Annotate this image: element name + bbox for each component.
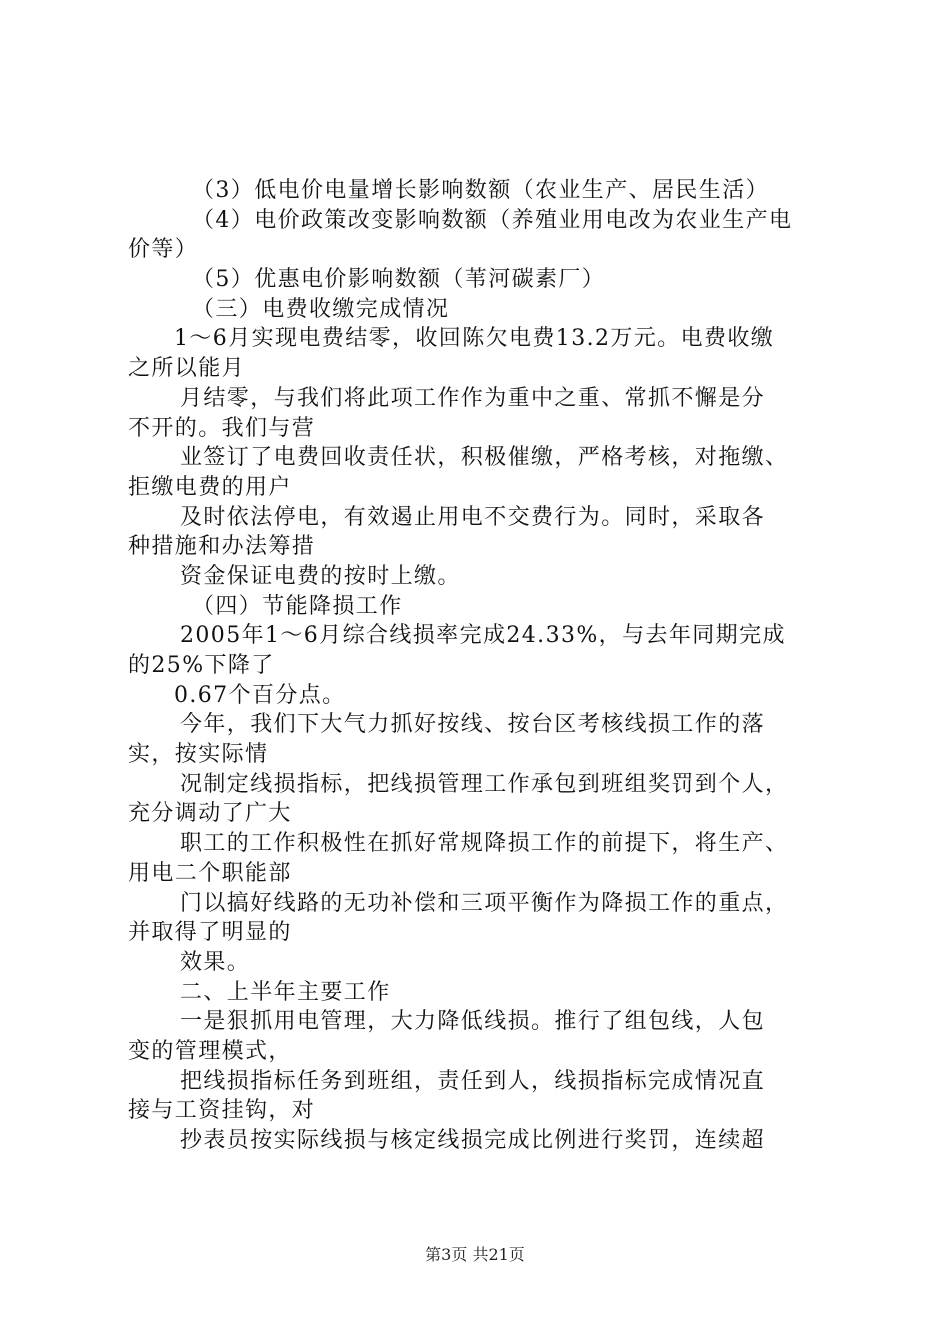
text-line: 2005年1～6月综合线损率完成24.33%，与去年同期完成 <box>180 623 786 649</box>
text-line: 1～6月实现电费结零，收回陈欠电费13.2万元。电费收缴 <box>174 326 775 352</box>
text-line: 把线损指标任务到班组，责任到人，线损指标完成情况直 <box>180 1068 766 1094</box>
text-line: 并取得了明显的 <box>128 920 292 946</box>
text-line: 二、上半年主要工作 <box>180 979 391 1005</box>
text-line: 今年，我们下大气力抓好按线、按台区考核线损工作的落 <box>180 712 766 738</box>
text-line: 用电二个职能部 <box>128 860 292 886</box>
text-line: （四）节能降损工作 <box>192 593 403 619</box>
document-body <box>128 176 840 1156</box>
text-line: （3）低电价电量增长影响数额（农业生产、居民生活） <box>192 178 769 203</box>
page-footer: 第3页 共21页 <box>425 1245 525 1264</box>
text-line: 抄表员按实际线损与核定线损完成比例进行奖罚，连续超 <box>180 1128 766 1153</box>
text-line: 实，按实际情 <box>128 742 269 768</box>
text-line: 充分调动了广大 <box>128 801 292 827</box>
text-line: 价等） <box>128 237 199 263</box>
text-line: 接与工资挂钩，对 <box>128 1098 316 1124</box>
text-line: 一是狠抓用电管理，大力降低线损。推行了组包线，人包 <box>180 1009 766 1035</box>
text-line: 职工的工作积极性在抓好常规降损工作的前提下，将生产、 <box>180 831 789 857</box>
text-line: 变的管理模式， <box>128 1038 292 1064</box>
text-line: 业签订了电费回收责任状，积极催缴，严格考核，对拖缴、 <box>180 445 789 471</box>
text-line: 不开的。我们与营 <box>128 415 316 441</box>
text-line: 拒缴电费的用户 <box>128 474 292 500</box>
text-line: 况制定线损指标，把线损管理工作承包到班组奖罚到个人， <box>180 771 789 797</box>
text-line: （5）优惠电价影响数额（苇河碳素厂） <box>192 267 606 293</box>
text-line: （三）电费收缴完成情况 <box>192 296 450 322</box>
text-line: （4）电价政策改变影响数额（养殖业用电改为农业生产电 <box>192 207 793 233</box>
text-line: 效果。 <box>180 949 251 975</box>
text-line: 月结零，与我们将此项工作作为重中之重、常抓不懈是分 <box>180 385 766 411</box>
text-line: 之所以能月 <box>128 356 246 382</box>
text-line: 的25%下降了 <box>128 653 275 678</box>
text-line: 及时依法停电，有效遏止用电不交费行为。同时，采取各 <box>180 504 766 530</box>
text-line: 门以搞好线路的无功补偿和三项平衡作为降损工作的重点， <box>180 890 789 916</box>
text-line: 种措施和办法筹措 <box>128 534 316 560</box>
text-line: 资金保证电费的按时上缴。 <box>180 563 461 589</box>
text-line: 0.67个百分点。 <box>174 682 346 708</box>
